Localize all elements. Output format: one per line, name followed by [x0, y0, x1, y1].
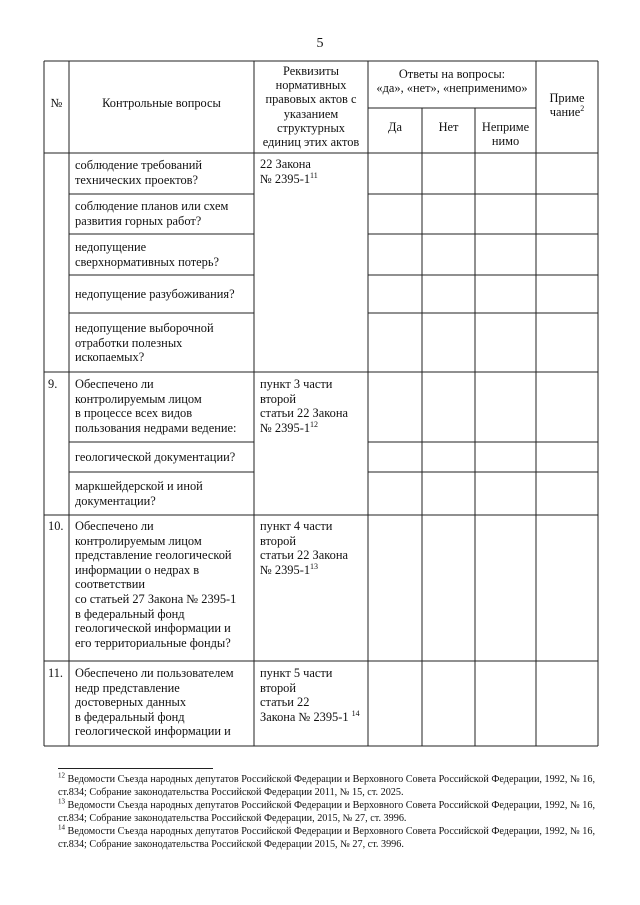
- header-questions: Контрольные вопросы: [102, 96, 221, 110]
- row11-question: Обеспечено ли пользователем недр представление достоверных данных в федеральный фонд геологической информации и: [75, 666, 234, 739]
- page-number: 5: [316, 36, 324, 51]
- row10-question: Обеспечено ли контролируемым лицом представление геологической информации о недрах в соответствии со статьей 27 Закона № 2395-1 в федеральный фонд геологической информации и его территориальные фонды?: [75, 519, 237, 650]
- group8-item-4: недопущение разубоживания?: [75, 287, 235, 301]
- header-note-label: Приме чание: [549, 91, 585, 120]
- group8-item-5: недопущение выборочной отработки полезных ископаемых?: [75, 321, 214, 365]
- header-note-sup: 2: [580, 104, 585, 114]
- row11-requisite: [260, 666, 366, 724]
- group8-requisite-sup: 11: [310, 170, 318, 180]
- group8-item-3: недопущение сверхнормативных потерь?: [75, 240, 220, 269]
- header-num: №: [50, 96, 63, 110]
- row9-question: Обеспечено ли контролируемым лицом в процессе всех видов пользования недрами ведение:: [75, 377, 237, 435]
- footnote-13-text: Ведомости Съезда народных депутатов Российской Федерации и Верховного Совета Российской Федерации, 1992, № 16, ст.834; Собрание законодательства Российской Федерации, 2015, № 27, ст. 3996.: [58, 800, 595, 825]
- group8-item-2: соблюдение планов или схем развития горных работ?: [75, 199, 229, 228]
- row11-num: 11.: [48, 666, 64, 680]
- row11-requisite-text: пункт 5 части второй статьи 22 Закона № 2395-1: [260, 666, 349, 724]
- row10-requisite-sup: 13: [310, 561, 319, 571]
- row11-requisite-sup: 14: [351, 708, 360, 718]
- header-requisites: Реквизиты нормативных правовых актов с указанием структурных единиц этих актов: [262, 64, 360, 150]
- group8-requisite-text: 22 Закона № 2395-1: [260, 157, 311, 186]
- footnote-13: [58, 799, 614, 826]
- footnote-divider: [58, 768, 213, 769]
- row9-requisite: [260, 377, 365, 435]
- footnote-14: [58, 825, 614, 852]
- row10-requisite-text: пункт 4 части второй статьи 22 Закона № 2395-1: [260, 519, 348, 577]
- row10-requisite: [260, 519, 365, 577]
- row9-requisite-sup: 12: [310, 419, 319, 429]
- group8-item-1: соблюдение требований технических проектов?: [75, 158, 203, 187]
- row9-requisite-text: пункт 3 части второй статьи 22 Закона № 2395-1: [260, 377, 348, 435]
- header-no: Нет: [438, 120, 459, 134]
- header-na: Неприме нимо: [481, 120, 530, 149]
- header-note: [536, 91, 598, 119]
- row9-item-2: маркшейдерской и иной документации?: [75, 479, 203, 508]
- footnote-14-num: 14: [58, 823, 65, 832]
- header-yes: Да: [388, 120, 402, 134]
- group8-requisite: [260, 157, 365, 186]
- row10-num: 10.: [48, 519, 64, 533]
- row9-num: 9.: [48, 377, 58, 391]
- footnote-12-num: 12: [58, 771, 65, 780]
- row9-item-1: геологической документации?: [75, 450, 236, 464]
- footnote-12: [58, 773, 614, 800]
- footnote-14-text: Ведомости Съезда народных депутатов Российской Федерации и Верховного Совета Российской Федерации, 1992, № 16, ст.834; Собрание законодательства Российской Федерации 2015, № 27, ст. 3996.: [58, 826, 595, 851]
- footnote-12-text: Ведомости Съезда народных депутатов Российской Федерации и Верховного Совета Российской Федерации, 1992, № 16, ст.834; Собрание законодательства Российской Федерации 2011, № 15, ст. 2025.: [58, 774, 595, 799]
- header-answers: Ответы на вопросы: «да», «нет», «неприменимо»: [376, 67, 528, 96]
- footnote-13-num: 13: [58, 797, 65, 806]
